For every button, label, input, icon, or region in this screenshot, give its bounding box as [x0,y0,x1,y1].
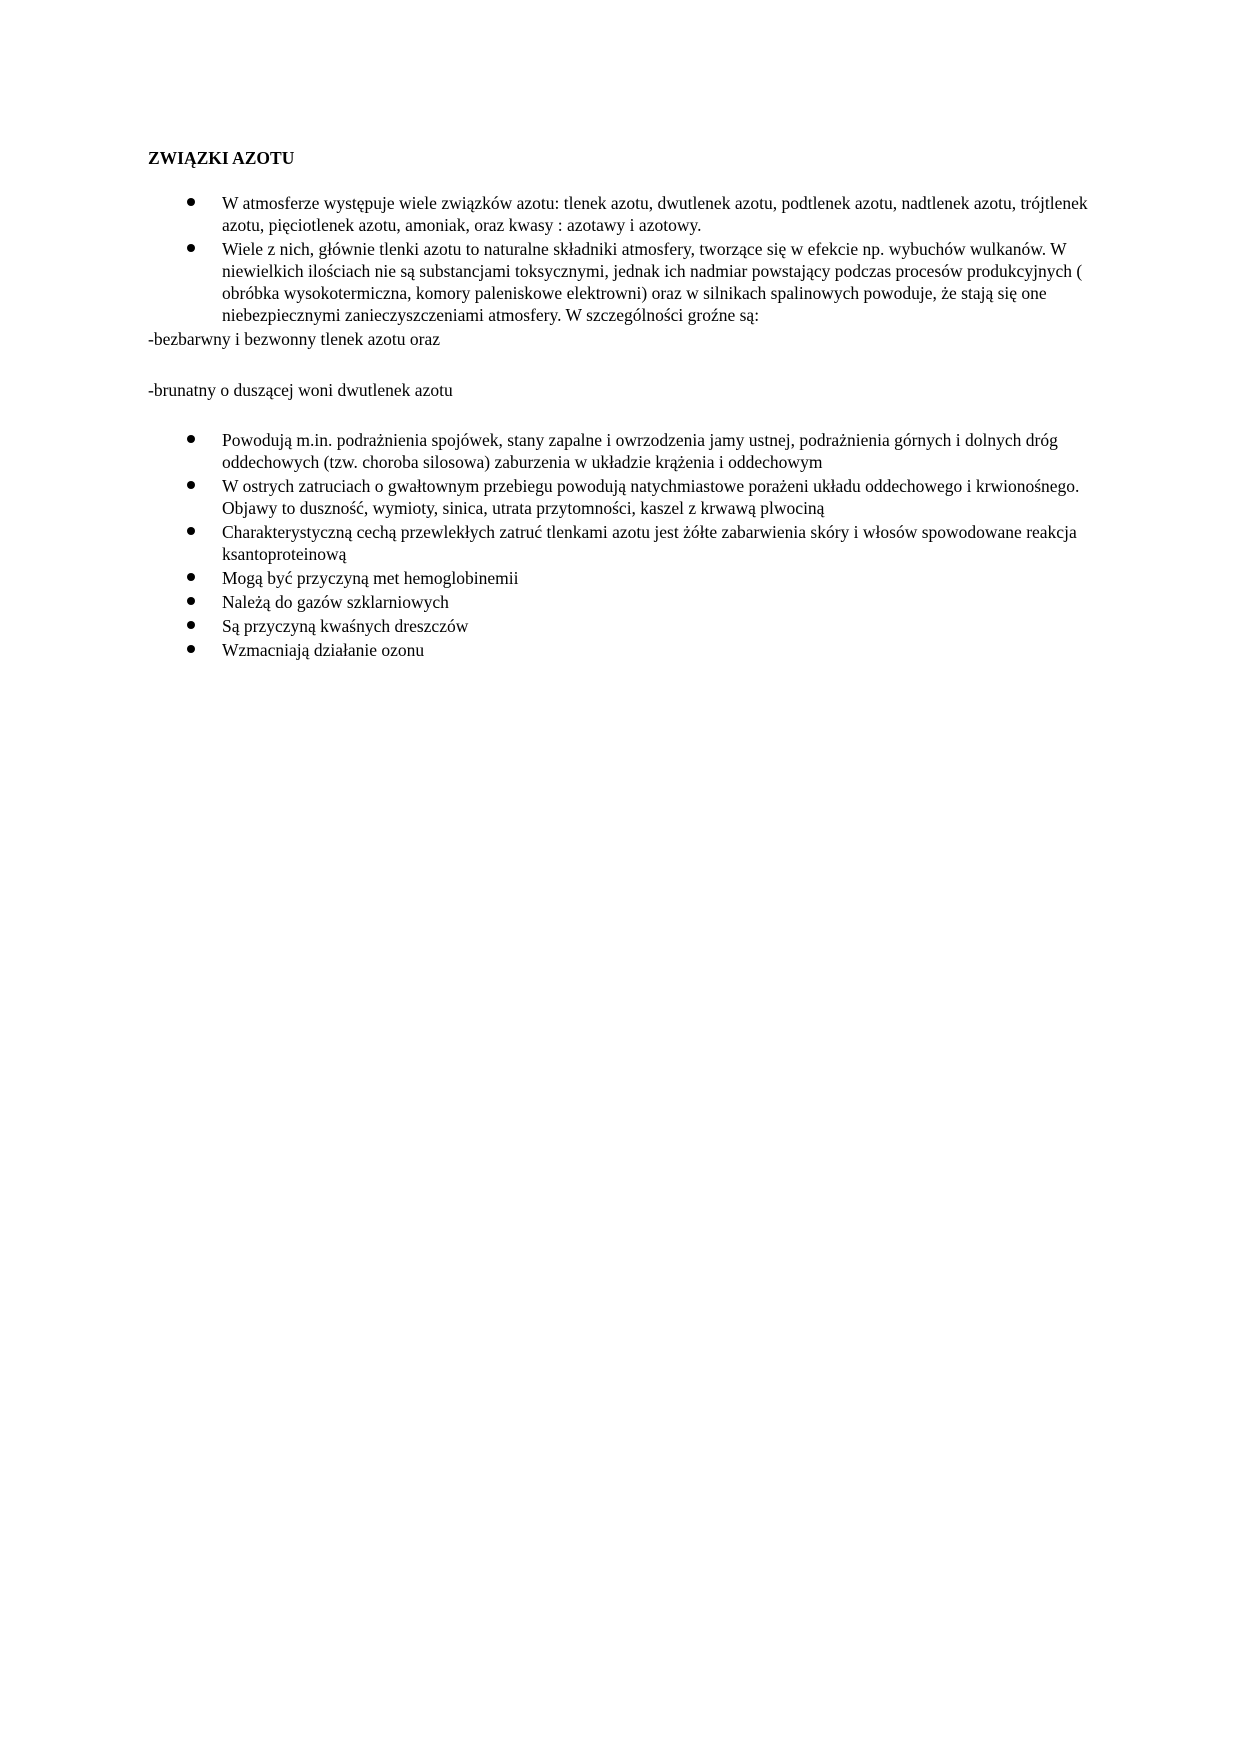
list-item-text: W ostrych zatruciach o gwałtownym przebiegu powodują natychmiastowe porażeni układu oddechowego i krwionośnego. Objawy to duszność, wymioty, sinica, utrata przytomności, kaszel z krwawą plwociną [222,476,1080,518]
list-item [148,429,1088,473]
list-item [148,615,1088,637]
list-item-text: Są przyczyną kwaśnych dreszczów [222,616,469,636]
paragraph-nitrogen-dioxide: -brunatny o duszącej woni dwutlenek azotu [148,380,453,400]
list-item-text: Wiele z nich, głównie tlenki azotu to naturalne składniki atmosfery, tworzące się w efekcie np. wybuchów wulkanów. W niewielkich ilościach nie są substancjami toksycznymi, jednak ich nadmiar powstający podczas procesów produkcyjnych ( obróbka wysokotermiczna, komory paleniskowe elektrowni) oraz w silnikach spalinowych powoduje, że stają się one niebezpiecznymi zanieczyszczeniami atmosfery. W szczególności groźne są: [222,239,1083,325]
bullet-icon [187,645,195,653]
list-item [148,567,1088,589]
list-item [148,475,1088,519]
document-content [148,147,1088,663]
list-item [148,591,1088,613]
list-item-text: Wzmacniają działanie ozonu [222,640,425,660]
list-item-text: Mogą być przyczyną met hemoglobinemii [222,568,519,588]
list-item [148,639,1088,661]
list-item-text: Należą do gazów szklarniowych [222,592,449,612]
bullet-icon [187,481,195,489]
bullet-icon [187,198,195,206]
list-item-text: Powodują m.in. podrażnienia spojówek, stany zapalne i owrzodzenia jamy ustnej, podrażnienia górnych i dolnych dróg oddechowych (tzw. choroba silosowa) zaburzenia w układzie krążenia i oddechowym [222,430,1058,472]
bullet-icon [187,597,195,605]
list-item [148,238,1088,326]
paragraph-nitric-oxide: -bezbarwny i bezwonny tlenek azotu oraz [148,329,441,349]
bullet-icon [187,573,195,581]
list-item-text: Charakterystyczną cechą przewlekłych zatruć tlenkami azotu jest żółte zabarwienia skóry i włosów spowodowane reakcja ksantoproteinową [222,522,1077,564]
bullet-icon [187,435,195,443]
bullet-icon [187,244,195,252]
list-item [148,192,1088,236]
bullet-icon [187,621,195,629]
bullet-list-atmosphere [148,192,1088,326]
list-item [148,521,1088,565]
bullet-icon [187,527,195,535]
document-title: ZWIĄZKI AZOTU [148,148,295,168]
bullet-list-effects [148,429,1088,661]
list-item-text: W atmosferze występuje wiele związków azotu: tlenek azotu, dwutlenek azotu, podtlenek azotu, nadtlenek azotu, trójtlenek azotu, pięciotlenek azotu, amoniak, oraz kwasy : azotawy i azotowy. [222,193,1088,235]
